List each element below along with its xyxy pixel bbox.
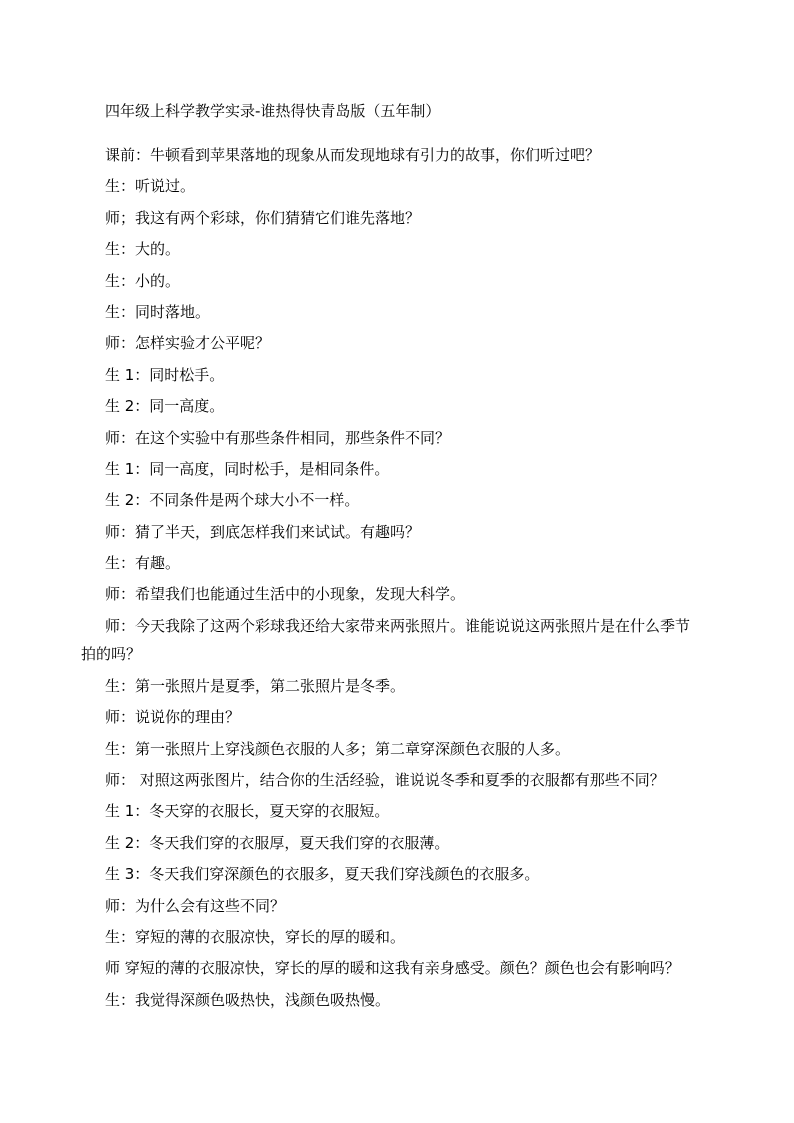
dialogue-line: 师：猜了半天，到底怎样我们来试试。有趣吗？ (105, 522, 421, 541)
dialogue-line: 师：为什么会有这些不同？ (105, 896, 286, 915)
dialogue-line: 生：穿短的薄的衣服凉快，穿长的厚的暖和。 (105, 927, 406, 946)
dialogue-line: 生 2：同一高度。 (105, 397, 225, 416)
dialogue-line: 生 3：冬天我们穿深颜色的衣服多，夏天我们穿浅颜色的衣服多。 (105, 865, 540, 884)
dialogue-line: 生：听说过。 (105, 177, 196, 196)
dialogue-line: 师： 对照这两张图片，结合你的生活经验，谁说说冬季和夏季的衣服都有那些不同？ (105, 771, 665, 790)
dialogue-line: 生 2：冬天我们穿的衣服厚，夏天我们穿的衣服薄。 (105, 833, 450, 852)
dialogue-line: 课前：牛顿看到苹果落地的现象从而发现地球有引力的故事，你们听过吧？ (105, 146, 601, 164)
dialogue-line: 生：同时落地。 (105, 302, 211, 321)
dialogue-paragraph (81, 616, 725, 664)
dialogue-line: 师 穿短的薄的衣服凉快，穿长的厚的暖和这我有亲身感受。颜色？颜色也会有影响吗？ (105, 959, 680, 978)
dialogue-line: 生 2：不同条件是两个球大小不一样。 (105, 491, 360, 510)
dialogue-line: 生：第一张照片上穿浅颜色衣服的人多；第二章穿深颜色衣服的人多。 (105, 739, 571, 758)
dialogue-line: 师：在这个实验中有那些条件相同，那些条件不同？ (105, 428, 451, 447)
dialogue-line: 师：说说你的理由？ (105, 708, 241, 727)
paragraph-first-line: 师：今天我除了这两个彩球我还给大家带来两张照片。谁能说说这两张照片是在什么季节 (105, 616, 691, 635)
document-title: 四年级上科学教学实录-谁热得快青岛版（五年制） (105, 102, 441, 120)
dialogue-line: 生：第一张照片是夏季，第二张照片是冬季。 (105, 676, 406, 695)
paragraph-continuation: 拍的吗？ (81, 644, 142, 663)
dialogue-body (81, 145, 725, 1021)
dialogue-line: 生：有趣。 (105, 554, 181, 573)
dialogue-line: 生 1：同一高度，同时松手，是相同条件。 (105, 459, 390, 478)
dialogue-line: 生 1：冬天穿的衣服长，夏天穿的衣服短。 (105, 802, 390, 821)
dialogue-line: 师：怎样实验才公平呢？ (105, 334, 271, 353)
dialogue-line: 生 1：同时松手。 (105, 365, 225, 384)
dialogue-line: 师：希望我们也能通过生活中的小现象，发现大科学。 (105, 585, 466, 604)
dialogue-line: 生：大的。 (105, 240, 181, 259)
dialogue-line: 生：我觉得深颜色吸热快，浅颜色吸热慢。 (105, 990, 391, 1009)
dialogue-line: 师；我这有两个彩球，你们猜猜它们谁先落地？ (105, 208, 421, 227)
dialogue-line: 生：小的。 (105, 271, 181, 290)
